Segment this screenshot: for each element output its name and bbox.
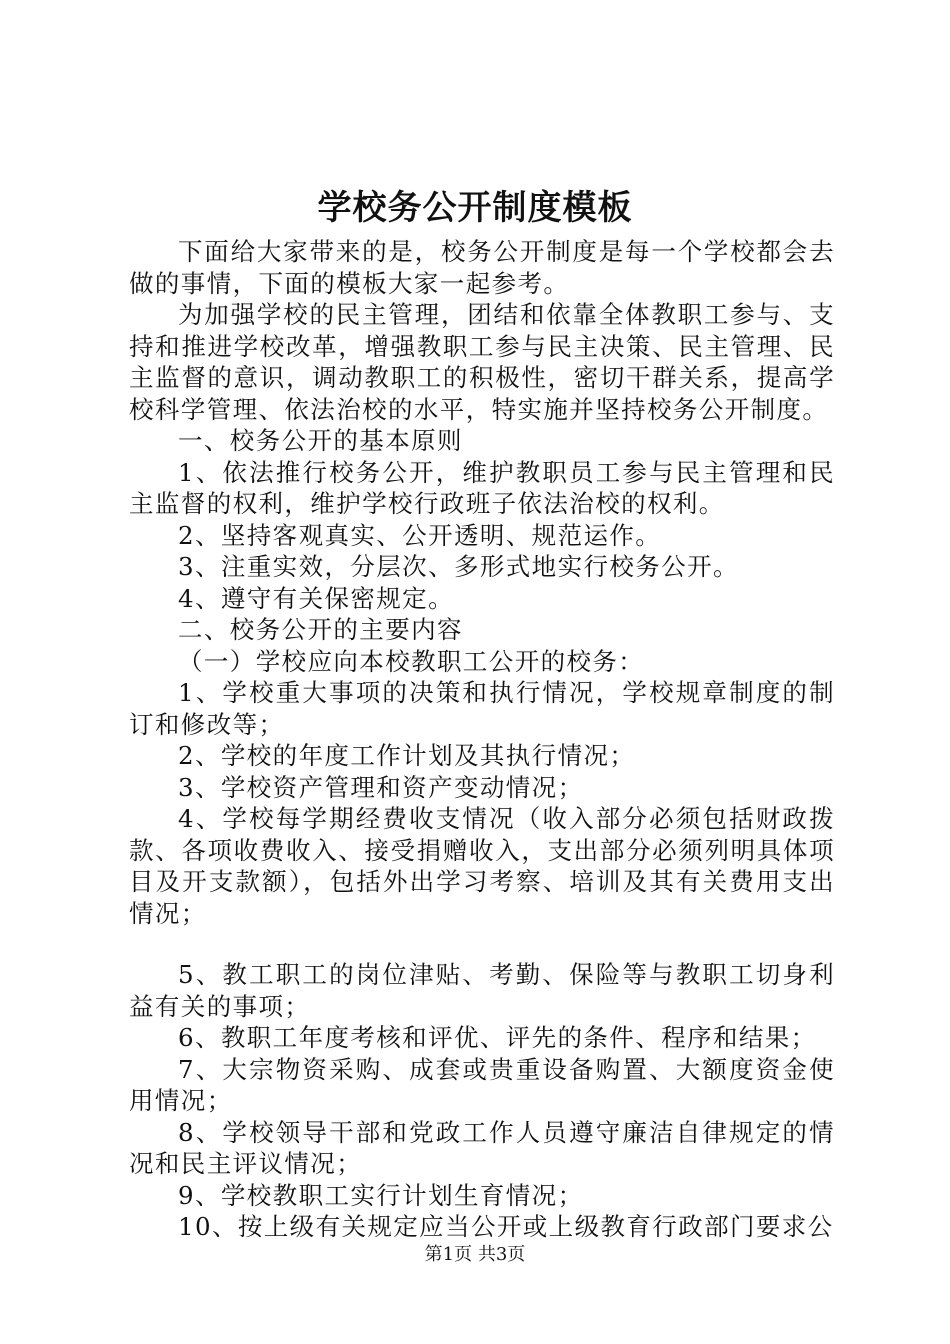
content-item-3: 3、学校资产管理和资产变动情况； [178, 772, 584, 802]
page-number-footer: 第1页 共3页 [424, 1244, 526, 1265]
content-item-2: 2、学校的年度工作计划及其执行情况； [178, 741, 636, 770]
content-item-7: 7、大宗物资采购、成套或贵重设备购置、大额度资金使用情况； [129, 1054, 835, 1115]
section-heading-principles: 一、校务公开的基本原则 [178, 426, 463, 455]
content-item-6: 6、教职工年度考核和评优、评先的条件、程序和结果； [178, 1023, 817, 1052]
principle-item-1: 1、依法推行校务公开，维护教职员工参与民主管理和民主监督的权利，维护学校行政班子依法治校的权利。 [129, 457, 835, 518]
document-body [129, 236, 835, 1243]
content-item-1: 1、学校重大事项的决策和执行情况，学校规章制度的制订和修改等； [129, 678, 835, 739]
purpose-paragraph: 为加强学校的民主管理，团结和依靠全体教职工参与、支持和推进学校改革，增强教职工参与民主决策、民主管理、民主监督的意识，调动教职工的积极性，密切干群关系，提高学校科学管理、依法治校的水平，特实施并坚持校务公开制度。 [129, 300, 835, 424]
document-title: 学校务公开制度模板 [317, 188, 633, 228]
principle-item-2: 2、坚持客观真实、公开透明、规范运作。 [178, 520, 662, 550]
content-item-9: 9、学校教职工实行计划生育情况； [178, 1180, 584, 1210]
principle-item-4: 4、遵守有关保密规定。 [178, 583, 454, 613]
section-heading-contents: 二、校务公开的主要内容 [178, 615, 463, 644]
subsection-heading-staff: （一）学校应向本校教职工公开的校务： [178, 646, 645, 676]
principle-item-3: 3、注重实效，分层次、多形式地实行校务公开。 [178, 552, 739, 581]
content-item-8: 8、学校领导干部和党政工作人员遵守廉洁自律规定的情况和民主评议情况； [129, 1117, 835, 1178]
content-item-5: 5、教工职工的岗位津贴、考勤、保险等与教职工切身利益有关的事项； [129, 960, 835, 1021]
intro-paragraph: 下面给大家带来的是，校务公开制度是每一个学校都会去做的事情，下面的模板大家一起参考。 [129, 237, 835, 298]
content-item-4: 4、学校每学期经费收支情况（收入部分必须包括财政拨款、各项收费收入、接受捐赠收入，支出部分必须列明具体项目及开支款额），包括外出学习考察、培训及其有关费用支出情况； [129, 804, 835, 928]
content-item-10: 10、按上级有关规定应当公开或上级教育行政部门要求公 [178, 1212, 834, 1241]
